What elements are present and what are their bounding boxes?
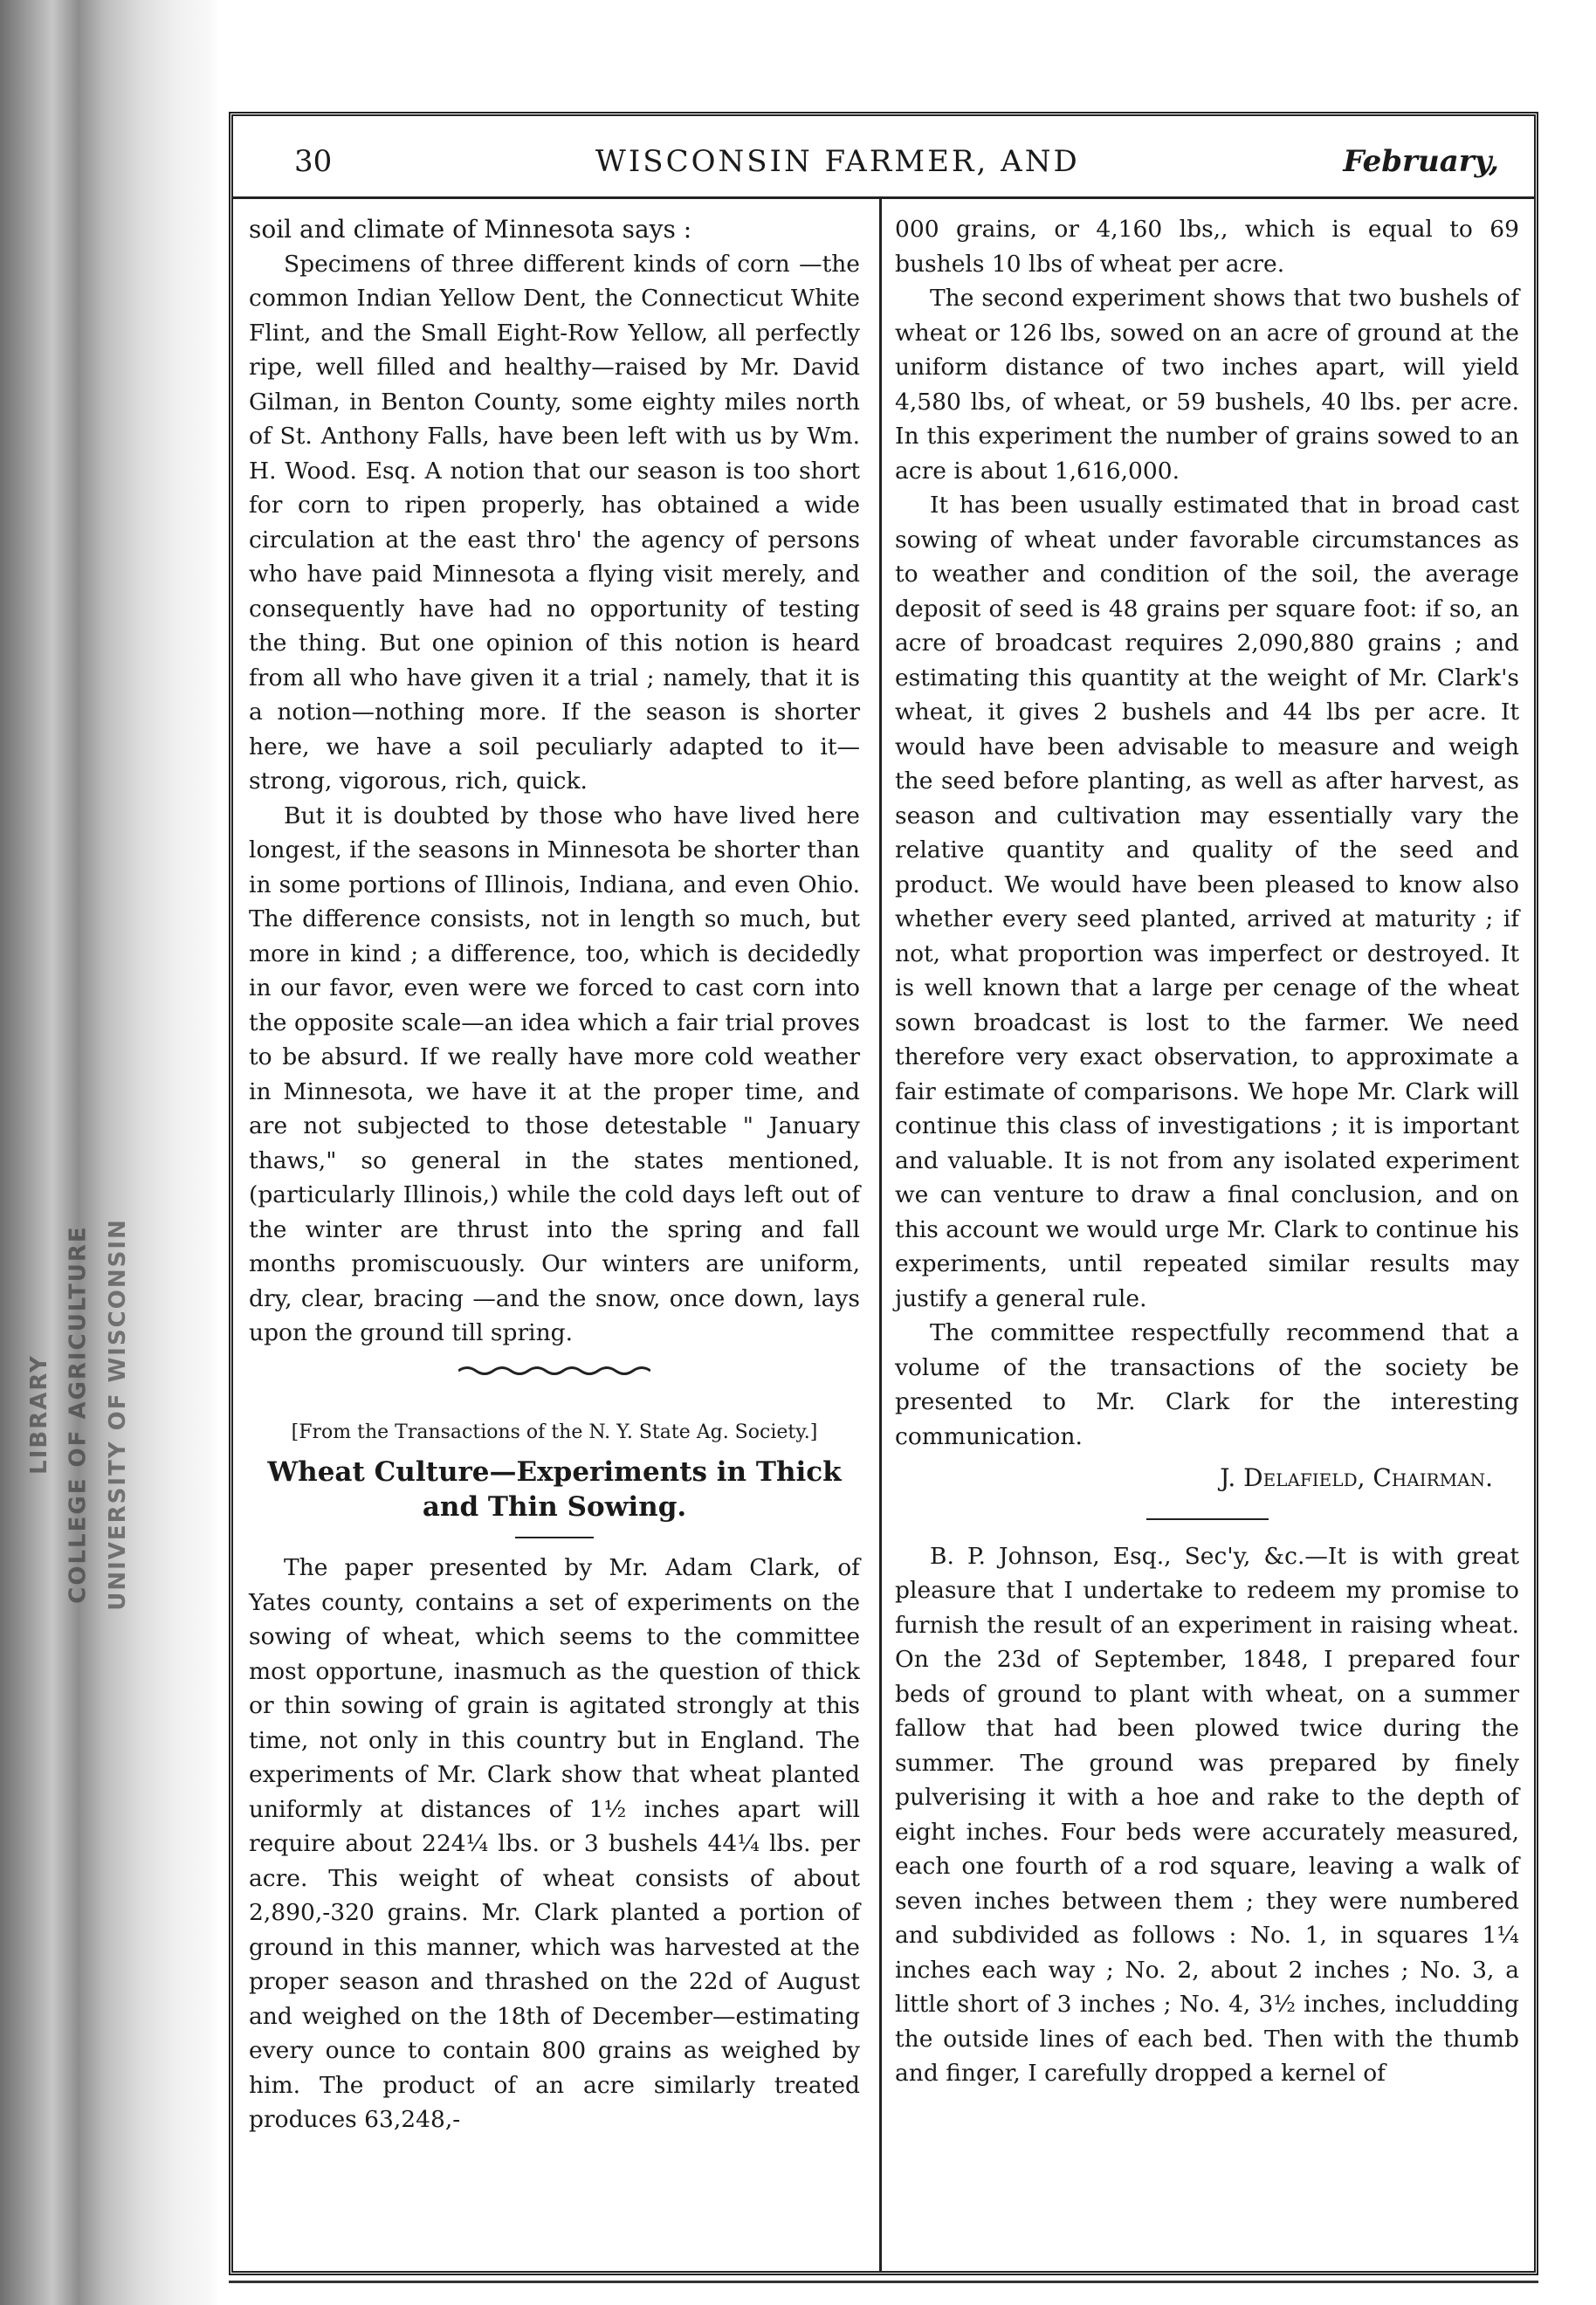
issue-month: February, [1343,144,1499,179]
paragraph: B. P. Johnson, Esq., Sec'y, &c.—It is with great pleasure that I undertake to redeem my promise to furnish the result of an experiment in raising wheat. On the 23d of September, 1848, I prepared four beds of ground to plant with wheat, on a summer fallow that had been plowed twice during the summer. The ground was prepared by finely pulverising it with a hoe and rake to the depth of eight inches. Four beds were accurately measured, each one fourth of a rod square, leaving a walk of seven inches between them ; they were numbered and subdivided as follows : No. 1, in squares 1¼ inches each way ; No. 2, about 2 inches ; No. 3, a little short of 3 inches ; No. 4, 3½ inches, includding the outside lines of each bed. Then with the thumb and finger, I carefully dropped a kernel of [895,1542,1519,2087]
article-title-text: Wheat Culture—Experiments in Thick and Thin Sowing. [267,1456,842,1523]
right-column [895,212,1519,2091]
source-note: [From the Transactions of the N. Y. State Ag. Society.] [291,1421,818,1443]
header-rule [233,196,1534,199]
title-rule [515,1537,594,1538]
left-column [249,212,860,2137]
paragraph: It has been usually estimated that in broad cast sowing of wheat under favorable circumstances as to weather and condition of the soil, the average deposit of seed is 48 grains per square foot: if so, an acre of broadcast requires 2,090,880 grains ; and estimating this quantity at the weight of Mr. Clark's wheat, it gives 2 bushels and 44 lbs per acre. It would have been advisable to measure and weigh the seed before planting, as well as after harvest, as season and cultivation may essentially vary the relative quantity and quality of the seed and product. We would have been pleased to know also whether every seed planted, arrived at maturity ; if not, what proportion was imperfect or destroyed. It is well known that a large per cenage of the wheat sown broadcast is lost to the farmer. We need therefore very exact observation, to approximate a fair estimate of comparisons. We hope Mr. Clark will continue this class of investigations ; it is important and valuable. It is not from any isolated experiment we can venture to draw a final conclusion, and on this account we would urge Mr. Clark to continue his experiments, until repeated similar results may justify a general rule. [895,492,1519,1312]
paragraph: 000 grains, or 4,160 lbs,, which is equal to 69 bushels 10 lbs of wheat per acre. [895,216,1519,278]
paragraph: The paper presented by Mr. Adam Clark, of Yates county, contains a set of experiments on the sowing of wheat, which seems to the committee most opportune, inasmuch as the question of thick or thin sowing of grain is agitated strongly at this time, not only in this country but in England. The experiments of Mr. Clark show that wheat planted uniformly at distances of 1½ inches apart will require about 224¼ lbs. or 3 bushels 44¼ lbs. per acre. This weight of wheat consists of about 2,890,-320 grains. Mr. Clark planted a portion of ground in this manner, which was harvested at the proper season and thrashed on the 22d of August and weighed on the 18th of December—estimating every ounce to contain 800 grains as weighed by him. The product of an acre similarly treated produces 63,248,- [249,1554,860,2133]
newspaper-page [229,112,1538,2275]
section-divider-ornament [458,1365,650,1377]
library-stamp: COLLEGE OF AGRICULTURE [65,1225,93,1604]
signature: J. Delafield, Chairman. [1220,1463,1493,1492]
paragraph: The committee respectfully recommend that a volume of the transactions of the society be presented to Mr. Clark for the interesting communication. [895,1319,1519,1450]
publication-title: WISCONSIN FARMER, AND [595,144,1080,179]
paragraph: soil and climate of Minnesota says : [249,215,692,244]
library-stamp: LIBRARY [26,1354,53,1475]
page-number: 30 [294,144,333,179]
page-header [233,135,1534,188]
paragraph: But it is doubted by those who have lived here longest, if the seasons in Minnesota be shorter than in some portions of Illinois, Indiana, and even Ohio. The difference consists, not in length so much, but more in kind ; a difference, too, which is decidedly in our favor, even were we forced to cast corn into the opposite scale—an idea which a fair trial proves to be absurd. If we really have more cold weather in Minnesota, we have it at the proper time, and are not subjected to those detestable " January thaws," so general in the states mentioned, (particularly Illinois,) while the cold days left out of the winter are thrust into the spring and fall months promiscuously. Our winters are uniform, dry, clear, bracing —and the snow, once down, lays upon the ground till spring. [249,802,860,1346]
library-stamp: UNIVERSITY OF WISCONSIN [105,1218,131,1611]
bottom-border [229,2281,1538,2283]
article-title [249,1455,860,1538]
section-rule [1146,1518,1269,1520]
paragraph: The second experiment shows that two bushels of wheat or 126 lbs, sowed on an acre of ground at the uniform distance of two inches apart, will yield 4,580 lbs, of wheat, or 59 bushels, 40 lbs. per acre. In this experiment the number of grains sowed to an acre is about 1,616,000. [895,285,1519,485]
book-spine-gutter [0,0,218,2305]
paragraph: Specimens of three different kinds of corn —the common Indian Yellow Dent, the Connecticut White Flint, and the Small Eight-Row Yellow, all perfectly ripe, well filled and healthy—raised by Mr. David Gilman, in Benton County, some eighty miles north of St. Anthony Falls, have been left with us by Wm. H. Wood. Esq. A notion that our season is too short for corn to ripen properly, has obtained a wide circulation at the east thro' the agency of persons who have paid Minnesota a flying visit merely, and consequently have had no opportunity of testing the thing. But one opinion of this notion is heard from all who have given it a trial ; namely, that it is a notion—nothing more. If the season is shorter here, we have a soil peculiarly adapted to it—strong, vigorous, rich, quick. [249,250,860,795]
column-divider [879,196,882,2271]
